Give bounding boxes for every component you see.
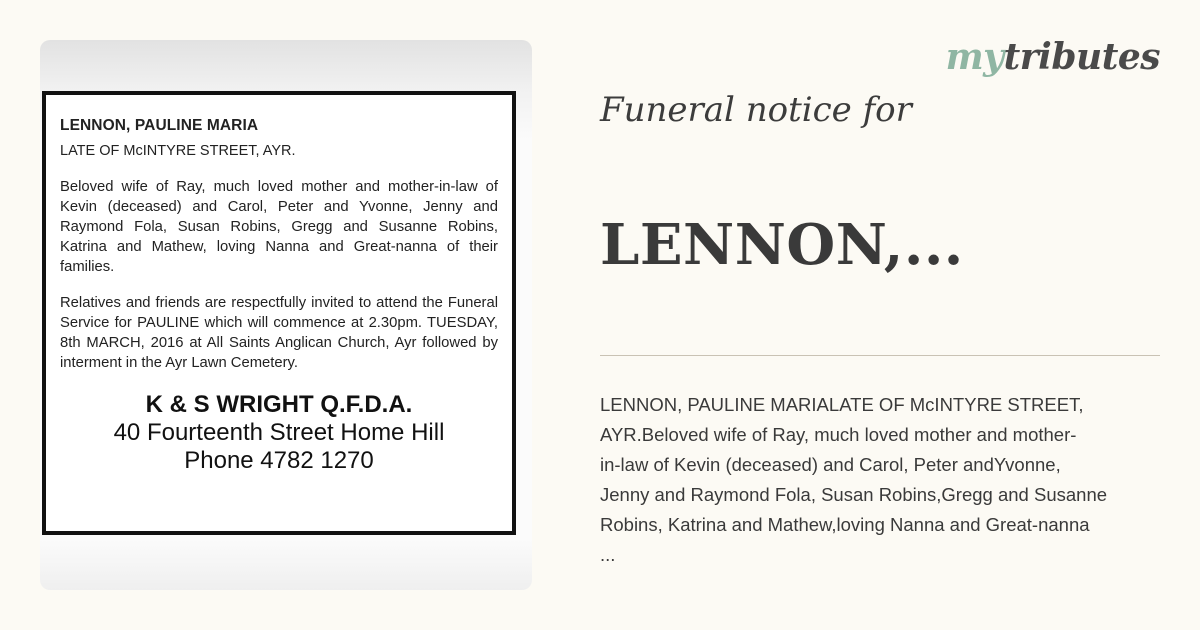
logo-suffix: tributes: [1003, 36, 1160, 78]
notice-image-card: [40, 40, 532, 590]
mytributes-logo[interactable]: [946, 36, 1160, 78]
excerpt-line: LENNON, PAULINE MARIALATE OF McINTYRE STREET,: [600, 394, 1084, 415]
page-title: LENNON,...: [600, 212, 964, 278]
excerpt-line: Robins, Katrina and Mathew,loving Nanna and Great-nanna: [600, 514, 1090, 535]
notice-funeral-director: [60, 391, 498, 475]
funeral-director-phone: Phone 4782 1270: [184, 447, 374, 474]
notice-family-paragraph: Beloved wife of Ray, much loved mother and mother-in-law of Kevin (deceased) and Carol, Peter and Yvonne, Jenny and Raymond Fola, Susan Robins, Gregg and Susanne Robins, Katrina and Mathew, loving Nanna and Great-nanna of their families.: [60, 179, 498, 275]
notice-late-of: LATE OF McINTYRE STREET, AYR.: [60, 143, 296, 159]
funeral-director-address: 40 Fourteenth Street Home Hill: [113, 419, 445, 446]
logo-prefix: my: [945, 36, 1004, 78]
funeral-notice: [42, 91, 516, 535]
excerpt-ellipsis: ...: [600, 544, 616, 565]
notice-excerpt: [600, 390, 1200, 570]
notice-deceased-name: LENNON, PAULINE MARIA: [60, 117, 259, 134]
page-subtitle: Funeral notice for: [600, 90, 912, 130]
funeral-director-name: K & S WRIGHT Q.F.D.A.: [145, 391, 413, 418]
excerpt-line: AYR.Beloved wife of Ray, much loved mother and mother-: [600, 424, 1077, 445]
excerpt-line: Jenny and Raymond Fola, Susan Robins,Gregg and Susanne: [600, 484, 1108, 505]
notice-service-paragraph: Relatives and friends are respectfully invited to attend the Funeral Service for PAULINE which will commence at 2.30pm. TUESDAY, 8th MARCH, 2016 at All Saints Anglican Church, Ayr followed by interment in the Ayr Lawn Cemetery.: [60, 295, 498, 371]
excerpt-line: in-law of Kevin (deceased) and Carol, Peter andYvonne,: [600, 454, 1061, 475]
divider: [600, 355, 1160, 356]
